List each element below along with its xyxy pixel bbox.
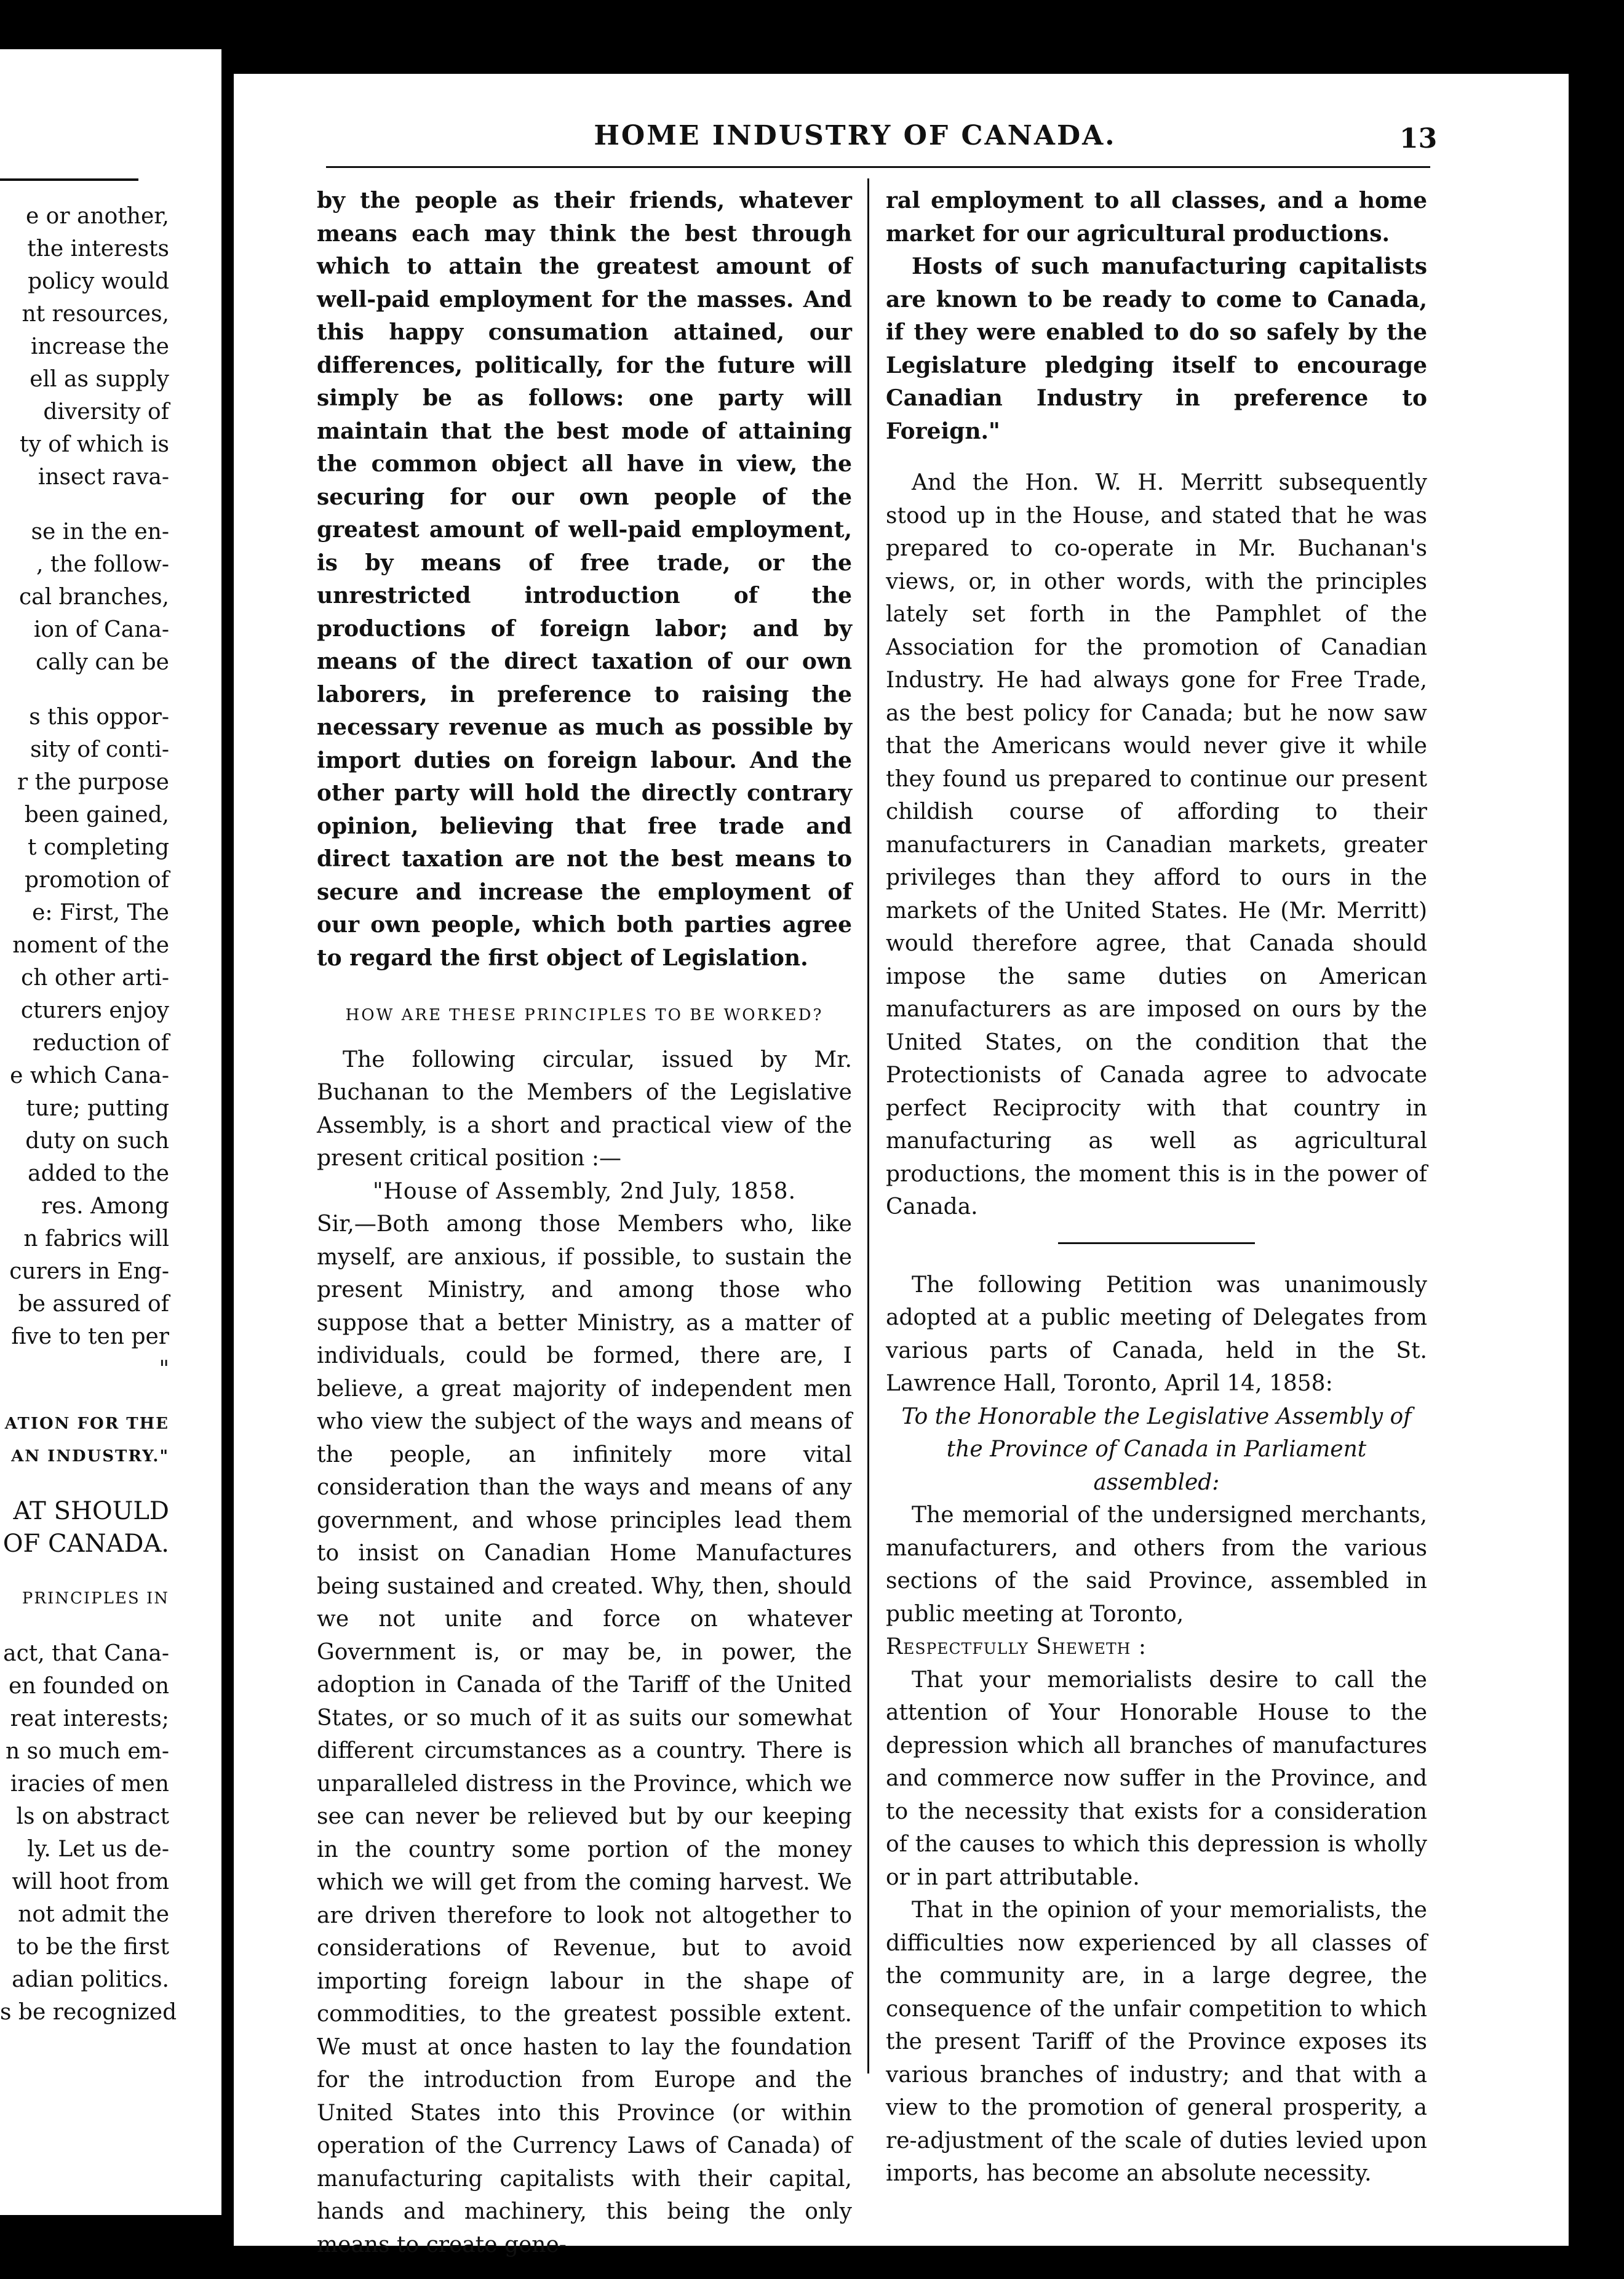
- prev-line: policy would: [28, 269, 169, 294]
- prev-line: not admit the: [18, 1902, 169, 1927]
- prev-line: reduction of: [32, 1031, 169, 1056]
- prev-line: cal branches,: [18, 585, 169, 610]
- prev-line: ch other arti-: [21, 965, 169, 991]
- col1-date-line: "House of Assembly, 2nd July, 1858.: [372, 1178, 797, 1204]
- prev-line: insect rava-: [38, 465, 169, 490]
- prev-line: reat interests;: [10, 1706, 169, 1731]
- col2-paragraph-5: The memorial of the undersigned merchants, manufacturers, and others from the various sections of the said Province, assembled in public meeting at Toronto,: [886, 1503, 1427, 1627]
- prev-line: increase the: [30, 334, 169, 359]
- prev-line: ATION FOR THE: [4, 1415, 169, 1433]
- col1-paragraph-1: by the people as their friends, whatever means each may think the best through which to attain the greatest amount of well-paid employment for the masses. And this happy consumation attained, our differences, politically, for the future will simply be as follows: one party will maintain that the best mode of attaining the common object all have in view, the securing for our own people of the greatest amount of well-paid employment, is by means of free trade, or the unrestricted introduction of the productions of foreign labor; and by means of the direct taxation of our own laborers, in preference to raising the necessary revenue as much as possible by import duties on foreign labour. And the other party will hold the directly contrary opinion, believing that free trade and direct taxation are not the best means to secure and increase the employment of our own people, which both parties agree to regard the first object of Legislation.: [317, 188, 852, 971]
- prev-line: PRINCIPLES IN: [22, 1589, 169, 1608]
- prev-line: will hoot from: [12, 1869, 169, 1894]
- prev-line: nt resources,: [22, 301, 169, 327]
- col1-subheading: HOW ARE THESE PRINCIPLES TO BE WORKED?: [345, 1006, 824, 1024]
- prev-line: , the follow-: [36, 552, 169, 577]
- prev-line: iracies of men: [10, 1771, 169, 1797]
- prev-line: noment of the: [12, 933, 169, 958]
- prev-line: duty on such: [25, 1128, 169, 1154]
- col2-paragraph-1: ral employment to all classes, and a home market for our agricultural productions.: [886, 188, 1427, 247]
- col2-paragraph-7: That in the opinion of your memorialists, the difficulties now experienced by all classes of the community are, in a large degree, the consequence of the unfair competition to which the present Tariff of the Province exposes its various branches of industry; and that with a view to the promotion of general prosperity, a re-adjustment of the scale of duties levied upon imports, has become an absolute necessity.: [886, 1898, 1427, 2186]
- section-separator: [1058, 1242, 1255, 1244]
- prev-line: been gained,: [24, 802, 169, 828]
- header-rule: [326, 166, 1430, 168]
- prev-line: ty of which is: [20, 432, 169, 457]
- petition-address: To the Honorable the Legislative Assembly of the Province of Canada in Parliament assembled:: [901, 1403, 1412, 1495]
- col1-paragraph-2: The following circular, issued by Mr. Buchanan to the Members of the Legislative Assembly, is a short and practical view of the present critical position :—: [317, 1047, 852, 1171]
- prev-block-g: [0, 1637, 177, 2029]
- prev-line: e or another,: [25, 204, 169, 229]
- prev-line: s this oppor-: [29, 704, 169, 730]
- previous-page-rule: [0, 178, 138, 181]
- prev-line: en founded on: [9, 1674, 169, 1699]
- prev-line: promotion of: [24, 868, 169, 893]
- prev-line: OF CANADA.: [2, 1530, 169, 1558]
- prev-block-d: [0, 1408, 169, 1473]
- prev-line: e which Cana-: [10, 1063, 169, 1088]
- prev-line: res. Among: [41, 1194, 169, 1219]
- page-number: 13: [1399, 123, 1438, 154]
- col1-paragraph-3: Sir,—Both among those Members who, like myself, are anxious, if possible, to sustain the present Ministry, and among those who suppose that a better Ministry, as a matter of individuals, could be formed, there are, I believe, a great majority of independent men who view the subject of the ways and means of the people, an infinitely more vital consideration than the ways and means of any government, and whose principles lead them to insist on Canadian Home Manufactures being sustained and created. Why, then, should we not unite and force on whatever Government is, or may be, in power, the adoption in Canada of the Tariff of the United States, or so much of it as suits our somewhat different circumstances as a country. There is unparalleled distress in the Province, which we see can never be relieved but by our keeping in the country some portion of the money which we will get from the coming harvest. We are driven therefore to look not altogether to considerations of Revenue, but to avoid importing foreign labour in the shape of commodities, to the greatest possible extent. We must at once hasten to lay the foundation for the introduction from Europe and the United States into this Province (or within operation of the Currency Laws of Canada) of manufacturing capitalists with their capital, hands and machinery, this being the only means to create gene-: [317, 1211, 852, 2257]
- prev-line: e: First, The: [32, 900, 169, 925]
- prev-line: diversity of: [43, 399, 169, 425]
- prev-line: adian politics.: [12, 1967, 169, 1992]
- prev-line: ture; putting: [26, 1096, 169, 1121]
- prev-line: curers in Eng-: [9, 1259, 169, 1284]
- prev-block-e: [0, 1495, 169, 1560]
- prev-line: t completing: [28, 835, 169, 860]
- col2-paragraph-3: And the Hon. W. H. Merritt subsequently stood up in the House, and stated that he was prepared to co-operate in Mr. Buchanan's views, or, in other words, with the principles lately set forth in the Pamphlet of the Association for the promotion of Canadian Industry. He had always gone for Free Trade, as the best policy for Canada; but he now saw that the Americans would never give it while they found us prepared to continue our present childish course of affording to their manufacturers in Canadian markets, greater privileges than they afford to ours in the markets of the United States. He (Mr. Merritt) would therefore agree, that Canada should impose the same duties on American manufacturers as are imposed on ours by the United States, on the condition that the Protectionists of Canada agree to advocate perfect Reciprocity with that country in manufacturing as well as agricultural productions, the moment this is in the power of Canada.: [886, 470, 1427, 1219]
- prev-line: ": [159, 1357, 169, 1382]
- prev-block-a: [0, 200, 169, 493]
- prev-line: added to the: [28, 1161, 169, 1186]
- previous-page-text: [0, 200, 177, 2029]
- prev-line: AT SHOULD: [13, 1497, 169, 1525]
- prev-line: ly. Let us de-: [27, 1837, 169, 1862]
- prev-line: n so much em-: [6, 1739, 169, 1764]
- prev-line: n fabrics will: [23, 1226, 169, 1251]
- prev-line: five to ten per: [11, 1324, 169, 1349]
- prev-line: s be recognized: [0, 2000, 177, 2025]
- prev-line: the interests: [27, 236, 169, 261]
- prev-line: cturers enjoy: [20, 998, 169, 1023]
- prev-line: to be the first: [17, 1934, 169, 1960]
- prev-line: se in the en-: [31, 519, 169, 545]
- prev-line: AN INDUSTRY.": [11, 1447, 169, 1466]
- prev-block-c: [0, 701, 169, 1386]
- col2-paragraph-2: Hosts of such manufacturing capitalists are known to be ready to come to Canada, if they were enabled to do so safely by the Legislature pledging itself to encourage Canadian Industry in preference to Foreign.": [886, 253, 1427, 444]
- prev-line: ls on abstract: [16, 1804, 169, 1829]
- prev-line: be assured of: [18, 1291, 169, 1317]
- col2-paragraph-4: The following Petition was unanimously adopted at a public meeting of Delegates from various parts of Canada, held in the St. Lawrence Hall, Toronto, April 14, 1858:: [886, 1272, 1427, 1396]
- petition-sheweth: Respectfully Sheweth :: [886, 1634, 1147, 1659]
- prev-line: sity of conti-: [30, 737, 169, 762]
- column-left: [317, 185, 852, 2261]
- running-title: HOME INDUSTRY OF CANADA.: [594, 120, 1116, 151]
- prev-line: act, that Cana-: [3, 1641, 169, 1666]
- prev-line: ell as supply: [30, 367, 169, 392]
- prev-block-b: [0, 516, 169, 679]
- prev-line: ion of Cana-: [33, 617, 169, 642]
- prev-line: r the purpose: [17, 770, 169, 795]
- column-rule: [867, 178, 869, 2073]
- page-gutter: [221, 49, 234, 2240]
- column-right: [886, 185, 1427, 2190]
- col2-paragraph-6: That your memorialists desire to call the attention of Your Honorable House to the depression which all branches of manufactures and commerce now suffer in the Province, and to the necessity that exists for a consideration of the causes to which this depression is wholly or in part attributable.: [886, 1667, 1427, 1890]
- prev-block-f: [0, 1583, 169, 1615]
- prev-line: cally can be: [35, 650, 169, 675]
- previous-page-fragment: [0, 49, 221, 2215]
